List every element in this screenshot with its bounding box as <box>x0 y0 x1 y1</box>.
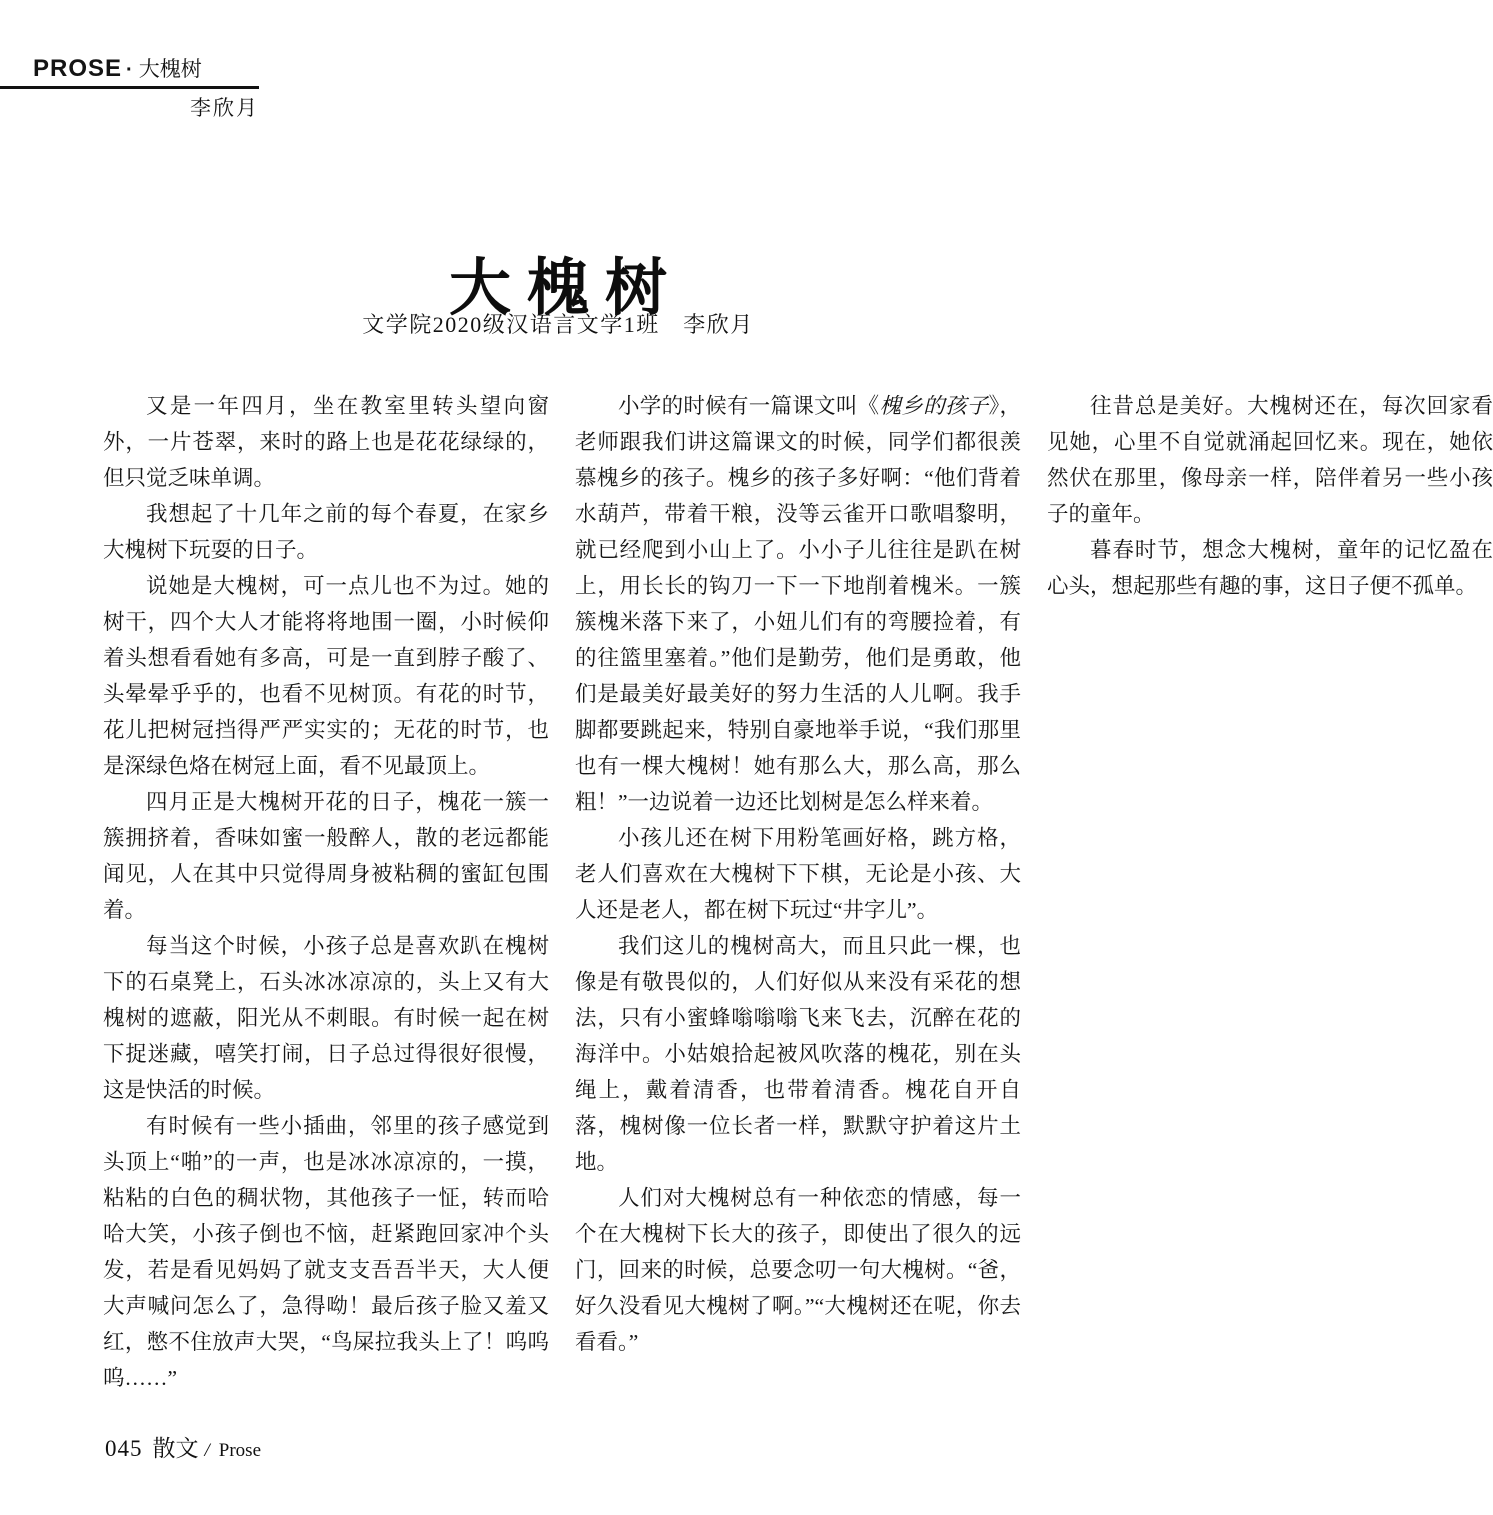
paragraph <box>575 1180 1021 1360</box>
masthead-row <box>0 56 262 85</box>
paragraph <box>103 388 549 496</box>
article-title: 大槐树 <box>448 253 683 323</box>
paragraph <box>103 568 549 784</box>
page-footer <box>105 1430 261 1463</box>
paragraph-text: 又是一年四月，坐在教室里转头望向窗外，一片苍翠，来时的路上也是花花绿绿的，但只觉乏味单调。 <box>103 394 549 490</box>
paragraph-text: 小孩儿还在树下用粉笔画好格，跳方格，老人们喜欢在大槐树下下棋，无论是小孩、大人还是老人，都在树下玩过“井字儿”。 <box>575 826 1021 922</box>
paragraph-text: 人们对大槐树总有一种依恋的情感，每一个在大槐树下长大的孩子，即使出了很久的远门，回来的时候，总要念叨一句大槐树。“爸，好久没看见大槐树了啊。”“大槐树还在呢，你去看看。” <box>575 1186 1021 1354</box>
paragraph <box>103 1108 549 1396</box>
footer-section-en: Prose <box>218 1440 262 1461</box>
footer-separator: / <box>204 1440 210 1461</box>
paragraph <box>575 820 1021 928</box>
paragraph-text: 小学的时候有一篇课文叫《 <box>618 394 880 418</box>
paragraph-text: 我们这儿的槐树高大，而且只此一棵，也像是有敬畏似的，人们好似从来没有采花的想法，只有小蜜蜂嗡嗡嗡飞来飞去，沉醉在花的海洋中。小姑娘拾起被风吹落的槐花，别在头绳上，戴着清香，也带着清香。槐花自开自落，槐树像一位长者一样，默默守护着这片土地。 <box>575 934 1021 1174</box>
paragraph <box>575 388 1021 820</box>
paragraph-text: 》，老师跟我们讲这篇课文的时候，同学们都很羡慕槐乡的孩子。槐乡的孩子多好啊：“他们背着水葫芦，带着干粮，没等云雀开口歌唱黎明，就已经爬到小山上了。小小子儿往往是趴在树上，用长长的钩刀一下一下地削着槐米。一簇簇槐米落下来了，小妞儿们有的弯腰捡着，有的往篮里塞着。”他们是勤劳，他们是勇敢，他们是最美好最美好的努力生活的人儿啊。我手脚都要跳起来，特别自豪地举手说，“我们那里也有一棵大槐树！她有那么大，那么高，那么粗！”一边说着一边还比划树是怎么样来着。 <box>575 394 1021 814</box>
paragraph-text: 暮春时节，想念大槐树，童年的记忆盈在心头，想起那些有趣的事，这日子便不孤单。 <box>1047 538 1493 598</box>
paragraph <box>103 496 549 568</box>
paragraph-text: 四月正是大槐树开花的日子，槐花一簇一簇拥挤着，香味如蜜一般醉人，散的老远都能闻见，人在其中只觉得周身被粘稠的蜜缸包围着。 <box>103 790 549 922</box>
masthead-prose-label: PROSE <box>33 55 123 82</box>
footer-page-number: 045 <box>105 1436 143 1461</box>
paragraph <box>1047 532 1493 604</box>
paragraph <box>575 928 1021 1180</box>
paragraph-text: 有时候有一些小插曲，邻里的孩子感觉到头顶上“啪”的一声，也是冰冰凉凉的，一摸，粘粘的白色的稠状物，其他孩子一怔，转而哈哈大笑，小孩子倒也不恼，赶紧跑回家冲个头发，若是看见妈妈了就支支吾吾半天，大人便大声喊问怎么了，急得呦！最后孩子脸又羞又红，憋不住放声大哭，“鸟屎拉我头上了！呜呜呜……” <box>103 1114 549 1390</box>
paragraph-text: 说她是大槐树，可一点儿也不为过。她的树干，四个大人才能将将地围一圈，小时候仰着头想看看她有多高，可是一直到脖子酸了、头晕晕乎乎的，也看不见树顶。有花的时节，花儿把树冠挡得严严实实的；无花的时节，也是深绿色烙在树冠上面，看不见最顶上。 <box>103 574 549 778</box>
masthead-separator-dot: · <box>126 59 133 81</box>
paragraph-text: 往昔总是美好。大槐树还在，每次回家看见她，心里不自觉就涌起回忆来。现在，她依然伏在那里，像母亲一样，陪伴着另一些小孩子的童年。 <box>1047 394 1493 526</box>
masthead-author: 李欣月 <box>190 96 259 120</box>
paragraph-text: 我想起了十几年之前的每个春夏，在家乡大槐树下玩耍的日子。 <box>103 502 549 562</box>
footer-section-label: 散文 <box>152 1436 199 1461</box>
paragraph-text: 每当这个时候，小孩子总是喜欢趴在槐树下的石桌凳上，石头冰冰凉凉的，头上又有大槐树的遮蔽，阳光从不刺眼。有时候一起在树下捉迷藏，嘻笑打闹，日子总过得很好很慢，这是快活的时候。 <box>103 934 549 1102</box>
book-title-text: 槐乡的孩子 <box>879 394 989 418</box>
paragraph <box>1047 388 1493 532</box>
masthead <box>0 56 262 122</box>
paragraph <box>103 784 549 928</box>
masthead-rule <box>0 86 259 89</box>
paragraph <box>103 928 549 1108</box>
article-byline: 文学院2020级汉语言文学1班 李欣月 <box>362 312 754 337</box>
masthead-section-title: 大槐树 <box>138 58 202 81</box>
article-body <box>103 388 1493 1400</box>
